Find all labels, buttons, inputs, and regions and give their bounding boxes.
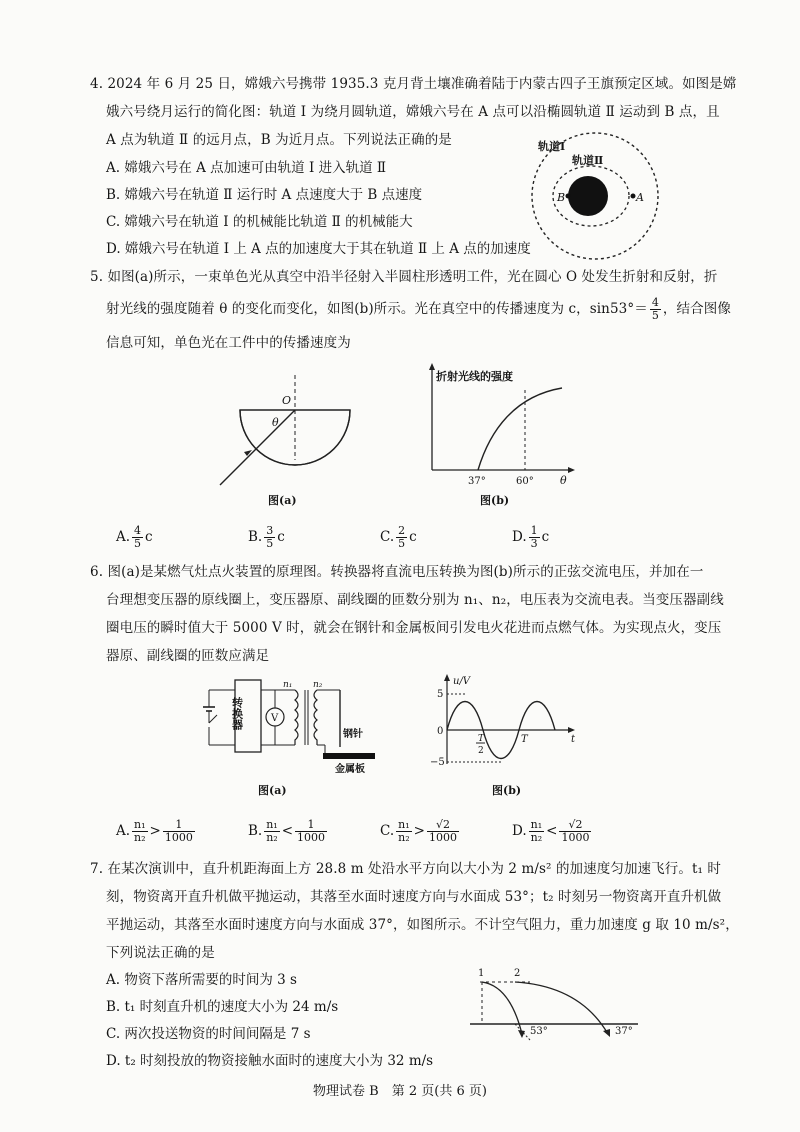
orbit-2-label: 轨道Ⅱ: [572, 154, 604, 167]
q5-figure-a-caption: 图(a): [268, 494, 297, 507]
q7-option-b: B. t₁ 时刻直升机的速度大小为 24 m/s: [106, 999, 339, 1015]
graph-origin: 0: [437, 726, 444, 737]
q6-figure-a-caption: 图(a): [258, 784, 287, 797]
orbit-1-label: 轨道Ⅰ: [538, 140, 566, 153]
incident-ray: [220, 410, 295, 485]
center-o-label: O: [282, 394, 292, 407]
q7-stem-line-3: 平抛运动，其落至水面时速度方向与水面成 37°，如图所示。不计空气阻力，重力加速度 g 取 10 m/s²，: [106, 917, 739, 933]
n1-label: n₁: [283, 680, 293, 690]
angle-37: 37°: [615, 1026, 633, 1037]
q4-stem-line-2: 娥六号绕月运行的简化图：轨道 Ⅰ 为绕月圆轨道，嫦娥六号在 A 点可以沿椭圆轨道 Ⅱ 运动到 B 点，且: [106, 104, 720, 120]
page-footer: 物理试卷 B 第 2 页(共 6 页): [313, 1084, 487, 1099]
q6-stem-line-3: 圈电压的瞬时值大于 5000 V 时，就会在钢针和金属板间引发电火花进而点燃气体。为实现点火，变压: [106, 620, 722, 636]
q5-stem-line-2-text: 射光线的强度随着 θ 的变化而变化，如图(b)所示。光在真空中的传播速度为 c，sin53°＝: [106, 301, 648, 317]
graph-x-var: θ: [560, 474, 567, 487]
q7-option-c: C. 两次投送物资的时间间隔是 7 s: [106, 1026, 311, 1042]
q7-stem-line-1: 7. 在某次演训中，直升机距海面上方 28.8 m 处沿水平方向以大小为 2 m/s² 的加速度匀加速飞行。t₁ 时: [90, 861, 721, 877]
q5-option-a: A. $\frac{4}{5}$ c: [116, 524, 153, 550]
q5-stem-line-1: 5. 如图(a)所示，一束单色光从真空中沿半径射入半圆柱形透明工件，光在圆心 O 处发生折射和反射，折: [90, 269, 718, 285]
converter-label: 转换器: [230, 697, 244, 730]
point-b-label: B: [557, 191, 566, 204]
angle-53: 53°: [530, 1026, 548, 1037]
q6-figure-b-caption: 图(b): [492, 784, 522, 797]
q5-stem-line-2: [106, 297, 731, 322]
q5-option-b: B. $\frac{3}{5}$ c: [248, 524, 285, 550]
intensity-curve: [478, 388, 562, 470]
q4-option-c: C. 嫦娥六号在轨道 Ⅰ 的机械能比轨道 Ⅱ 的机械能大: [106, 214, 413, 230]
graph-t-period: T: [521, 734, 528, 745]
graph-y-label: 折射光线的强度: [436, 370, 513, 383]
graph-half-t-num: T: [478, 734, 485, 744]
moon-disc: [568, 176, 608, 216]
q7-option-a: A. 物资下落所需要的时间为 3 s: [106, 972, 297, 988]
q4-option-a: A. 嫦娥六号在 A 点加速可由轨道 Ⅰ 进入轨道 Ⅱ: [106, 160, 387, 176]
q6-option-b: B. $\frac{\text{n₁}}{\text{n₂}}$ < $\frac{1}{1000}$: [248, 818, 326, 844]
graph-t-var: t: [571, 734, 576, 745]
drop-point-2: 2: [514, 968, 521, 979]
q5-option-d: D. $\frac{1}{3}$ c: [512, 524, 550, 550]
q4-orbit-figure: [520, 128, 670, 268]
sin53-fraction: $\frac{4}{5}$: [651, 296, 659, 322]
q4-option-d: D. 嫦娥六号在轨道 Ⅰ 上 A 点的加速度大于其在轨道 Ⅱ 上 A 点的加速度: [106, 241, 531, 257]
q6-stem-line-4: 器原、副线圈的匝数应满足: [106, 648, 270, 664]
q5-figure-b-graph: [420, 360, 580, 490]
needle-label: 钢针: [343, 729, 363, 740]
secondary-coil: [314, 690, 317, 745]
q5-figure-b-caption: 图(b): [480, 494, 510, 507]
q6-voltage-graph: [425, 672, 585, 772]
graph-ymin: −5: [430, 757, 445, 768]
q5-figure-a: [200, 370, 380, 510]
n2-label: n₂: [313, 680, 323, 690]
q7-trajectory-figure: [470, 962, 650, 1042]
q6-circuit-figure: [195, 675, 385, 775]
trajectory-1: [482, 982, 522, 1034]
q7-stem-line-4: 下列说法正确的是: [106, 945, 215, 961]
point-b-dot: [566, 194, 571, 199]
voltmeter-label: V: [271, 713, 279, 724]
plate-label: 金属板: [335, 764, 365, 775]
trajectory-2: [515, 982, 608, 1034]
q6-option-c: C. $\frac{\text{n₁}}{\text{n₂}}$ > $\frac{√2}{1000}$: [380, 818, 457, 844]
q6-option-d: D. $\frac{\text{n₁}}{\text{n₂}}$ < $\frac{√2}{1000}$: [512, 818, 590, 844]
q4-stem-line-1: 4. 2024 年 6 月 25 日，嫦娥六号携带 1935.3 克月背土壤准确着陆于内蒙古四子王旗预定区域。如图是嫦: [90, 76, 737, 92]
point-a-dot: [631, 194, 636, 199]
graph-x-60: 60°: [516, 476, 534, 487]
q4-stem-line-3: A 点为轨道 Ⅱ 的远月点，B 为近月点。下列说法正确的是: [106, 132, 452, 148]
graph-u-label: u/V: [453, 676, 471, 687]
q6-stem-line-2: 台理想变压器的原线圈上，变压器原、副线圈的匝数分别为 n₁、n₂，电压表为交流电表。当变压器副线: [106, 592, 724, 608]
q7-option-d: D. t₂ 时刻投放的物资接触水面时的速度大小为 32 m/s: [106, 1053, 434, 1069]
graph-ymax: 5: [437, 689, 444, 700]
q5-stem-line-2-end: ，结合图像: [662, 301, 731, 317]
primary-coil: [295, 690, 298, 745]
theta-label: θ: [272, 416, 279, 429]
q6-stem-line-1: 6. 图(a)是某燃气灶点火装置的原理图。转换器将直流电压转换为图(b)所示的正弦交流电压，并加在一: [90, 564, 704, 580]
point-a-label: A: [636, 191, 644, 204]
q5-option-c: C. $\frac{2}{5}$ c: [380, 524, 417, 550]
q7-stem-line-2: 刻，物资离开直升机做平抛运动，其落至水面时速度方向与水面成 53°；t₂ 时刻另一物资离开直升机做: [106, 889, 722, 905]
q5-stem-line-3: 信息可知，单色光在工件中的传播速度为: [106, 335, 351, 351]
metal-plate: [323, 753, 375, 759]
drop-point-1: 1: [478, 968, 485, 979]
graph-x-37: 37°: [468, 476, 486, 487]
graph-half-t-den: 2: [478, 746, 484, 756]
q6-option-a: A. $\frac{\text{n₁}}{\text{n₂}}$ > $\frac{1}{1000}$: [116, 818, 193, 844]
q4-option-b: B. 嫦娥六号在轨道 Ⅱ 运行时 A 点速度大于 B 点速度: [106, 187, 423, 203]
